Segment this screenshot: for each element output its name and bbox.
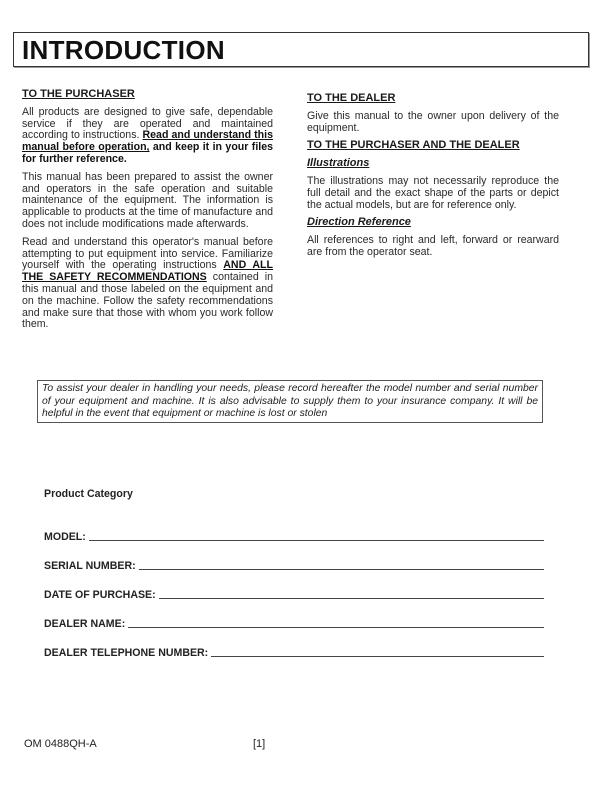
read-understand-emphasis: Read and understand this manual before operation, — [22, 129, 273, 154]
dealer-telephone-label: DEALER TELEPHONE NUMBER: — [44, 647, 209, 659]
form-row-dealer-telephone[interactable] — [44, 630, 544, 659]
serial-number-label: SERIAL NUMBER: — [44, 560, 136, 572]
product-record-form — [44, 488, 544, 659]
document-code: OM 0488QH-A — [24, 738, 97, 750]
form-row-serial-number[interactable] — [44, 543, 544, 572]
model-label: MODEL: — [44, 531, 86, 543]
heading-direction-reference: Direction Reference — [307, 216, 411, 229]
dealer-name-label: DEALER NAME: — [44, 618, 126, 630]
dealer-telephone-field[interactable] — [211, 656, 544, 657]
model-field[interactable] — [89, 540, 544, 541]
form-row-dealer-name[interactable] — [44, 601, 544, 630]
dealer-name-field[interactable] — [128, 627, 544, 628]
para-text: All products are designed to give safe, dependable service if they are operated and maintained according to instructions. — [22, 105, 273, 142]
heading-illustrations: Illustrations — [307, 157, 370, 170]
product-category-label: Product Category — [44, 488, 133, 500]
form-row-date-of-purchase[interactable] — [44, 572, 544, 601]
left-column — [22, 89, 273, 337]
date-of-purchase-field[interactable] — [159, 598, 544, 599]
serial-number-field[interactable] — [139, 569, 544, 570]
title-box — [13, 32, 589, 67]
page-number: [1] — [253, 738, 266, 750]
date-of-purchase-label: DATE OF PURCHASE: — [44, 589, 156, 601]
para-text: contained in this manual and those labeled on the equipment and on the machine. Follow the safety recommendations and make sure that those with whom you work follow them. — [22, 271, 274, 331]
page-title: INTRODUCTION — [22, 35, 225, 65]
illustrations-paragraph: The illustrations may not necessarily reproduce the full detail and the exact shape of the parts or depict the actual models, but are for reference only. — [307, 174, 559, 211]
record-note-box: To assist your dealer in handling your needs, please record hereafter the model number and serial number of your equipment and machine. It is also advisable to supply them to your insurance company. It will be helpful in the event that equipment or machine is lost or stolen — [37, 380, 543, 423]
dealer-paragraph: Give this manual to the owner upon delivery of the equipment. — [307, 109, 559, 134]
para-text: Read and understand this operator's manual before attempting to put equipment into service. Familiarize yourself with the operating instructions — [22, 235, 273, 272]
right-column — [307, 93, 559, 265]
purchaser-paragraph-1 — [22, 107, 273, 166]
heading-to-the-dealer: TO THE DEALER — [307, 92, 396, 104]
safety-recommendations-emphasis: AND ALL THE SAFETY RECOMMENDATIONS — [22, 259, 273, 284]
heading-to-the-purchaser: TO THE PURCHASER — [22, 88, 135, 100]
direction-paragraph: All references to right and left, forward or rearward are from the operator seat. — [307, 234, 559, 258]
purchaser-paragraph-3 — [22, 237, 273, 331]
heading-purchaser-and-dealer: TO THE PURCHASER AND THE DEALER — [307, 139, 520, 152]
purchaser-paragraph-2: This manual has been prepared to assist the owner and operators in the safe operation and suitable maintenance of the equipment. The information is applicable to products at the time of manufacture and does not include modifications made afterwards. — [22, 170, 273, 230]
form-row-model[interactable] — [44, 514, 544, 543]
keep-in-files-emphasis: and keep it in your files for further reference. — [22, 141, 273, 165]
